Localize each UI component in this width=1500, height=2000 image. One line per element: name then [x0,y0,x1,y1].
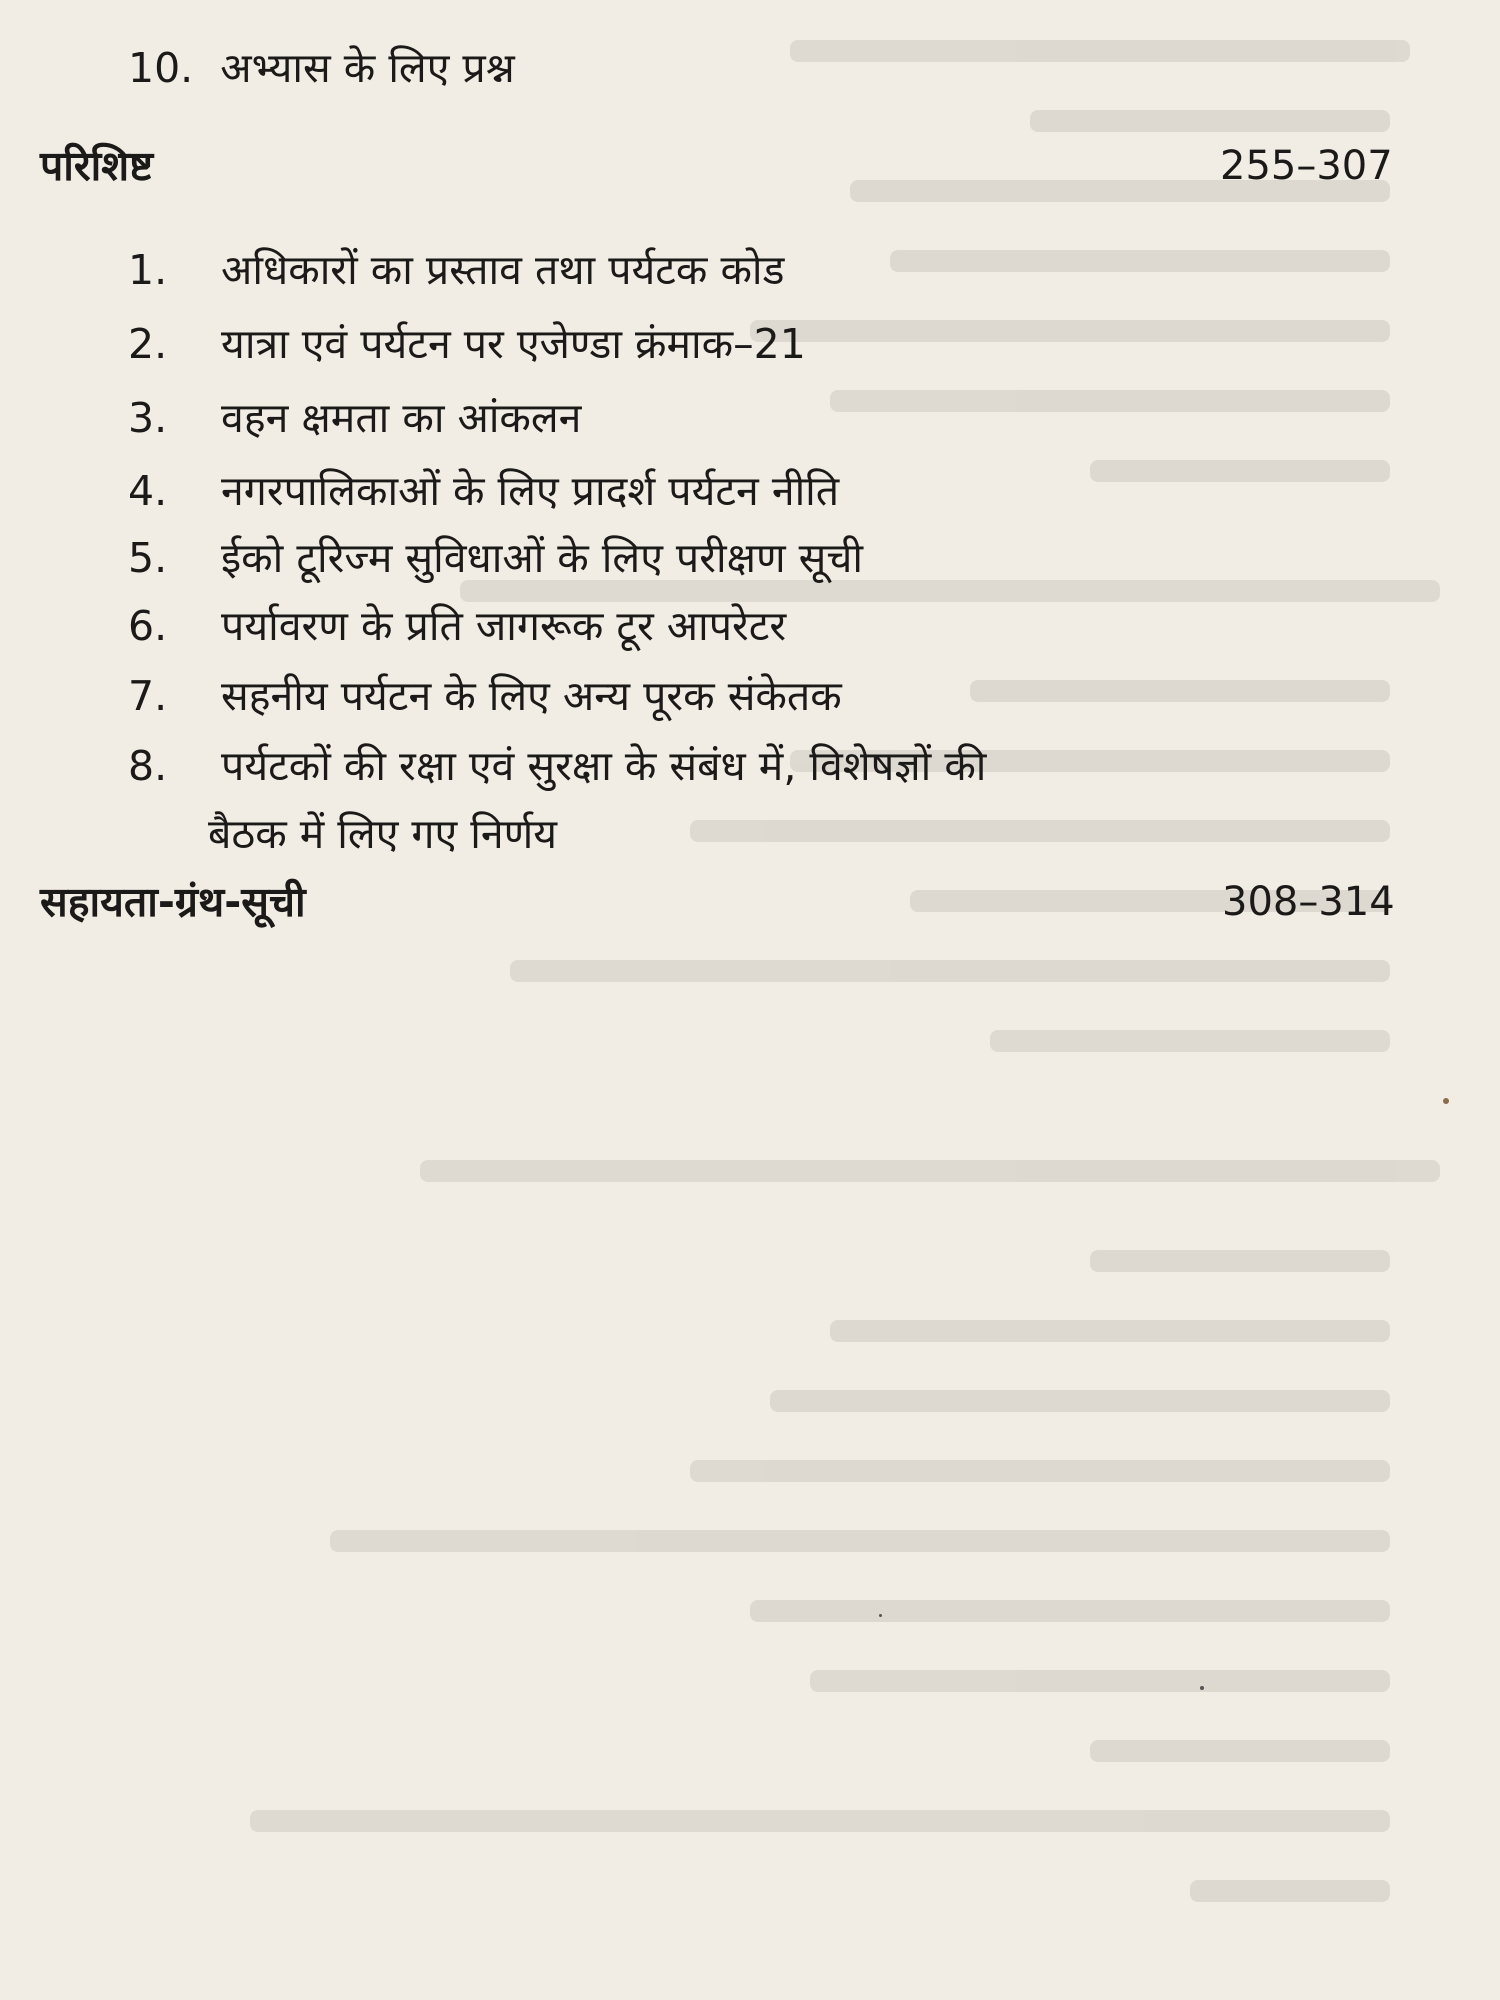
entry-text: पर्यावरण के प्रति जागरूक टूर आपरेटर [221,602,787,650]
entry-number: 3. [128,394,168,442]
list-item [128,670,842,722]
entry-text: नगरपालिकाओं के लिए प्रादर्श पर्यटन नीति [221,467,840,515]
paper-speck [1200,1686,1204,1690]
entry-text: अधिकारों का प्रस्ताव तथा पर्यटक कोड [221,246,785,294]
paper-speck [1443,1098,1449,1104]
list-item [128,392,581,444]
entry-number: 4. [128,467,168,515]
entry-number: 1. [128,246,168,294]
bibliography-page-range: 308–314 [1222,879,1395,925]
entry-text: वहन क्षमता का आंकलन [221,394,582,442]
entry-text: अभ्यास के लिए प्रश्न [220,44,515,92]
entry-number: 10. [128,44,194,92]
paper-speck [879,1614,882,1617]
entry-text: सहनीय पर्यटन के लिए अन्य पूरक संकेतक [221,672,842,720]
list-item [128,532,863,584]
list-item [128,465,839,517]
list-item [128,600,786,652]
appendix-page-range: 255–307 [1220,143,1393,189]
entry-number: 2. [128,320,168,368]
bibliography-heading: सहायता-ग्रंथ-सूची [40,878,306,926]
entry-text: यात्रा एवं पर्यटन पर एजेण्डा क्रंमाक–21 [221,320,806,368]
entry-number: 7. [128,672,168,720]
list-item-continuation: बैठक में लिए गए निर्णय [208,810,558,858]
entry-text: पर्यटकों की रक्षा एवं सुरक्षा के संबंध में, विशेषज्ञों की [221,742,987,790]
list-item [128,740,986,792]
entry-text: ईको टूरिज्म सुविधाओं के लिए परीक्षण सूची [221,534,864,582]
toc-entry-prev-10 [128,42,515,94]
list-item [128,318,806,370]
entry-number: 5. [128,534,168,582]
list-item [128,244,784,296]
entry-number: 6. [128,602,168,650]
appendix-heading: परिशिष्ट [40,142,154,190]
entry-number: 8. [128,742,168,790]
